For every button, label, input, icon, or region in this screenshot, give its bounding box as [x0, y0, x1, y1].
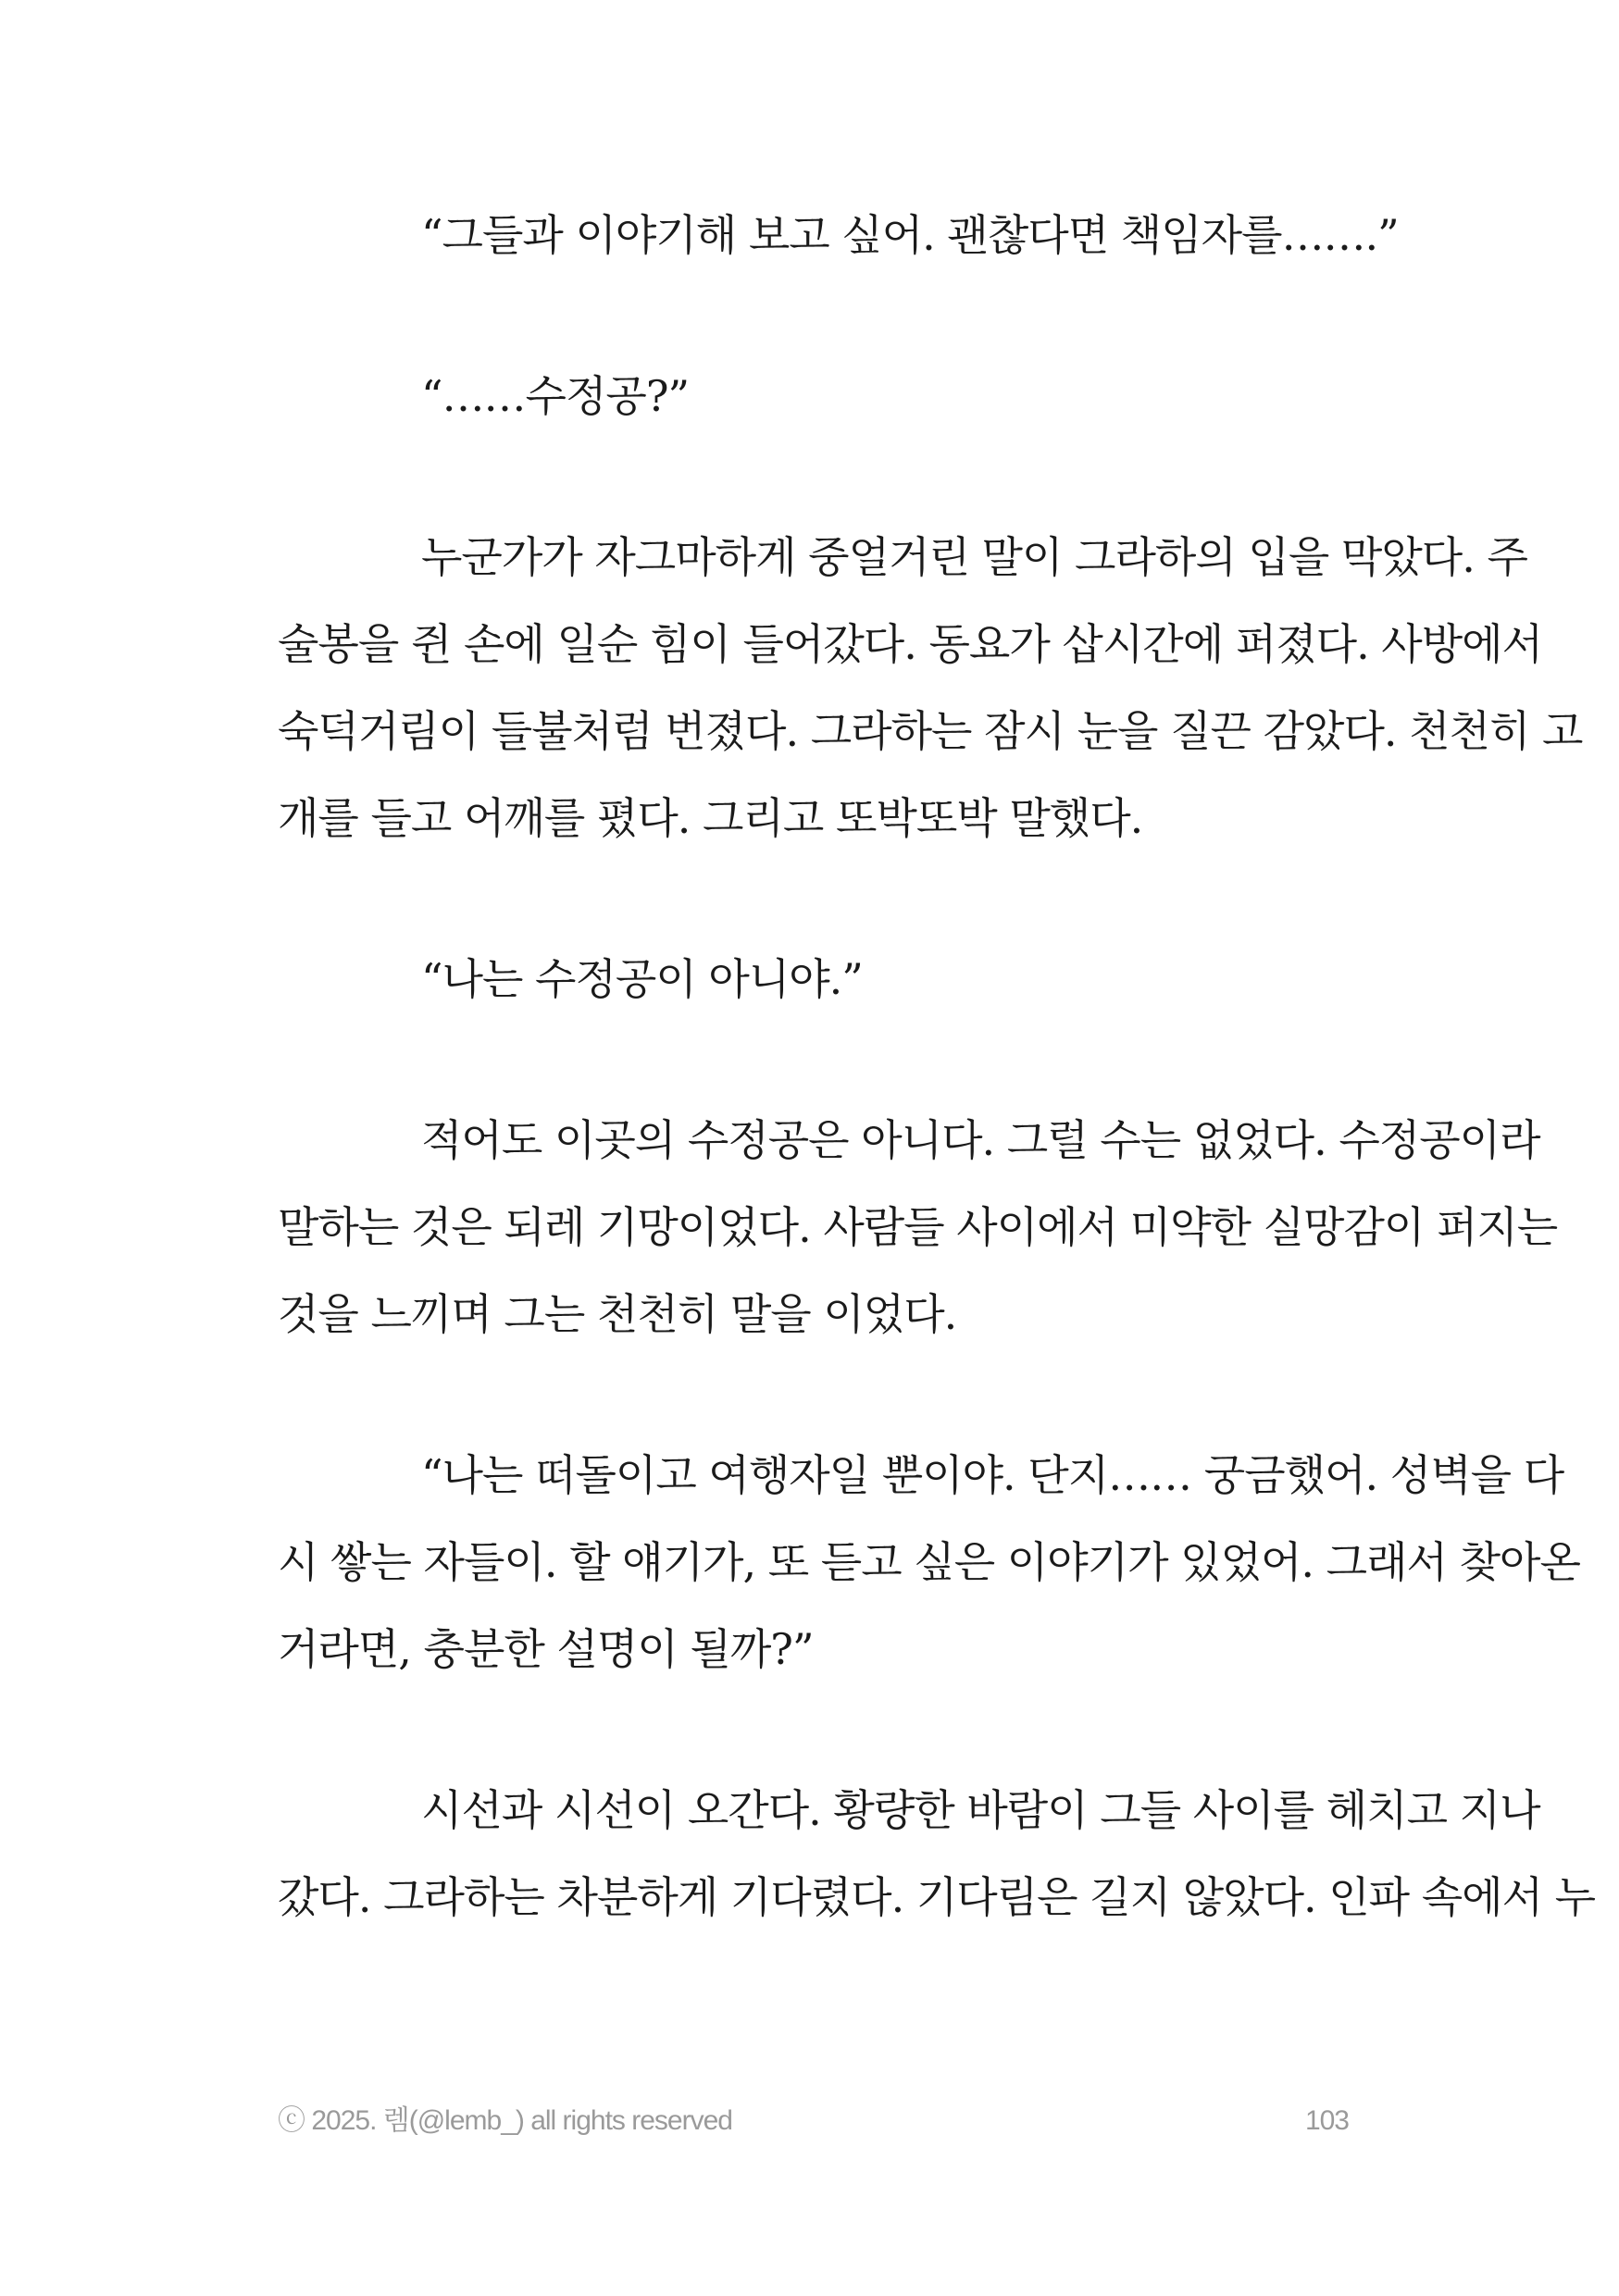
copyright-notice: ⓒ 2025. 렘(@lemb_) all rights reserved [278, 2105, 732, 2136]
paragraph-line: 것을 느끼며 그는 천천히 말을 이었다. [278, 1289, 957, 1339]
paragraph-line: 숙덕거림이 들불처럼 번졌다. 그라하는 잠시 눈을 질끈 감았다. 천천히 고 [278, 706, 1583, 756]
dialogue-line: 시 쌓는 자들이. 할 얘기가, 또 듣고 싶은 이야기가 있었어. 그래서 찾아온 [278, 1537, 1580, 1587]
page-number: 103 [1304, 2105, 1349, 2136]
paragraph-line: 말하는 것은 되레 기망이었다. 사람들 사이에서 미약한 실망감이 퍼지는 [278, 1202, 1558, 1252]
paragraph-line: 시선과 시선이 오간다. 황량한 바람이 그들 사이를 헤치고 지나 [421, 1785, 1540, 1835]
paragraph-line: 개를 들고 어깨를 폈다. 그리고 또박또박 말했다. [278, 793, 1143, 843]
paragraph-line: 누군가가 자그마하게 중얼거린 말이 그라하의 입을 막았다. 주 [421, 532, 1527, 582]
paragraph-line: 술봉을 쥔 손에 일순 힘이 들어갔다. 동요가 삽시간에 퍼졌다. 사방에서 [278, 619, 1543, 669]
dialogue-line: “나는 떠돌이고 여행자일 뿐이야. 단지…… 궁금했어. 성벽을 다 [421, 1450, 1564, 1500]
paragraph-line: 갔다. 그라하는 차분하게 기다렸다. 기다림은 길지 않았다. 인파 속에서 누 [278, 1872, 1596, 1922]
dialogue-line: “나는 수정공이 아니야.” [421, 954, 863, 1004]
dialogue-line: “……수정공?” [421, 371, 690, 421]
dialogue-line: 거라면, 충분한 설명이 될까?” [278, 1624, 814, 1674]
dialogue-line: “그들과 이야기해 보고 싶어. 괜찮다면 책임자를…….” [421, 210, 1399, 260]
paragraph-line: 적어도 이곳의 수정공은 아니다. 그럴 수는 없었다. 수정공이라 [421, 1115, 1540, 1165]
